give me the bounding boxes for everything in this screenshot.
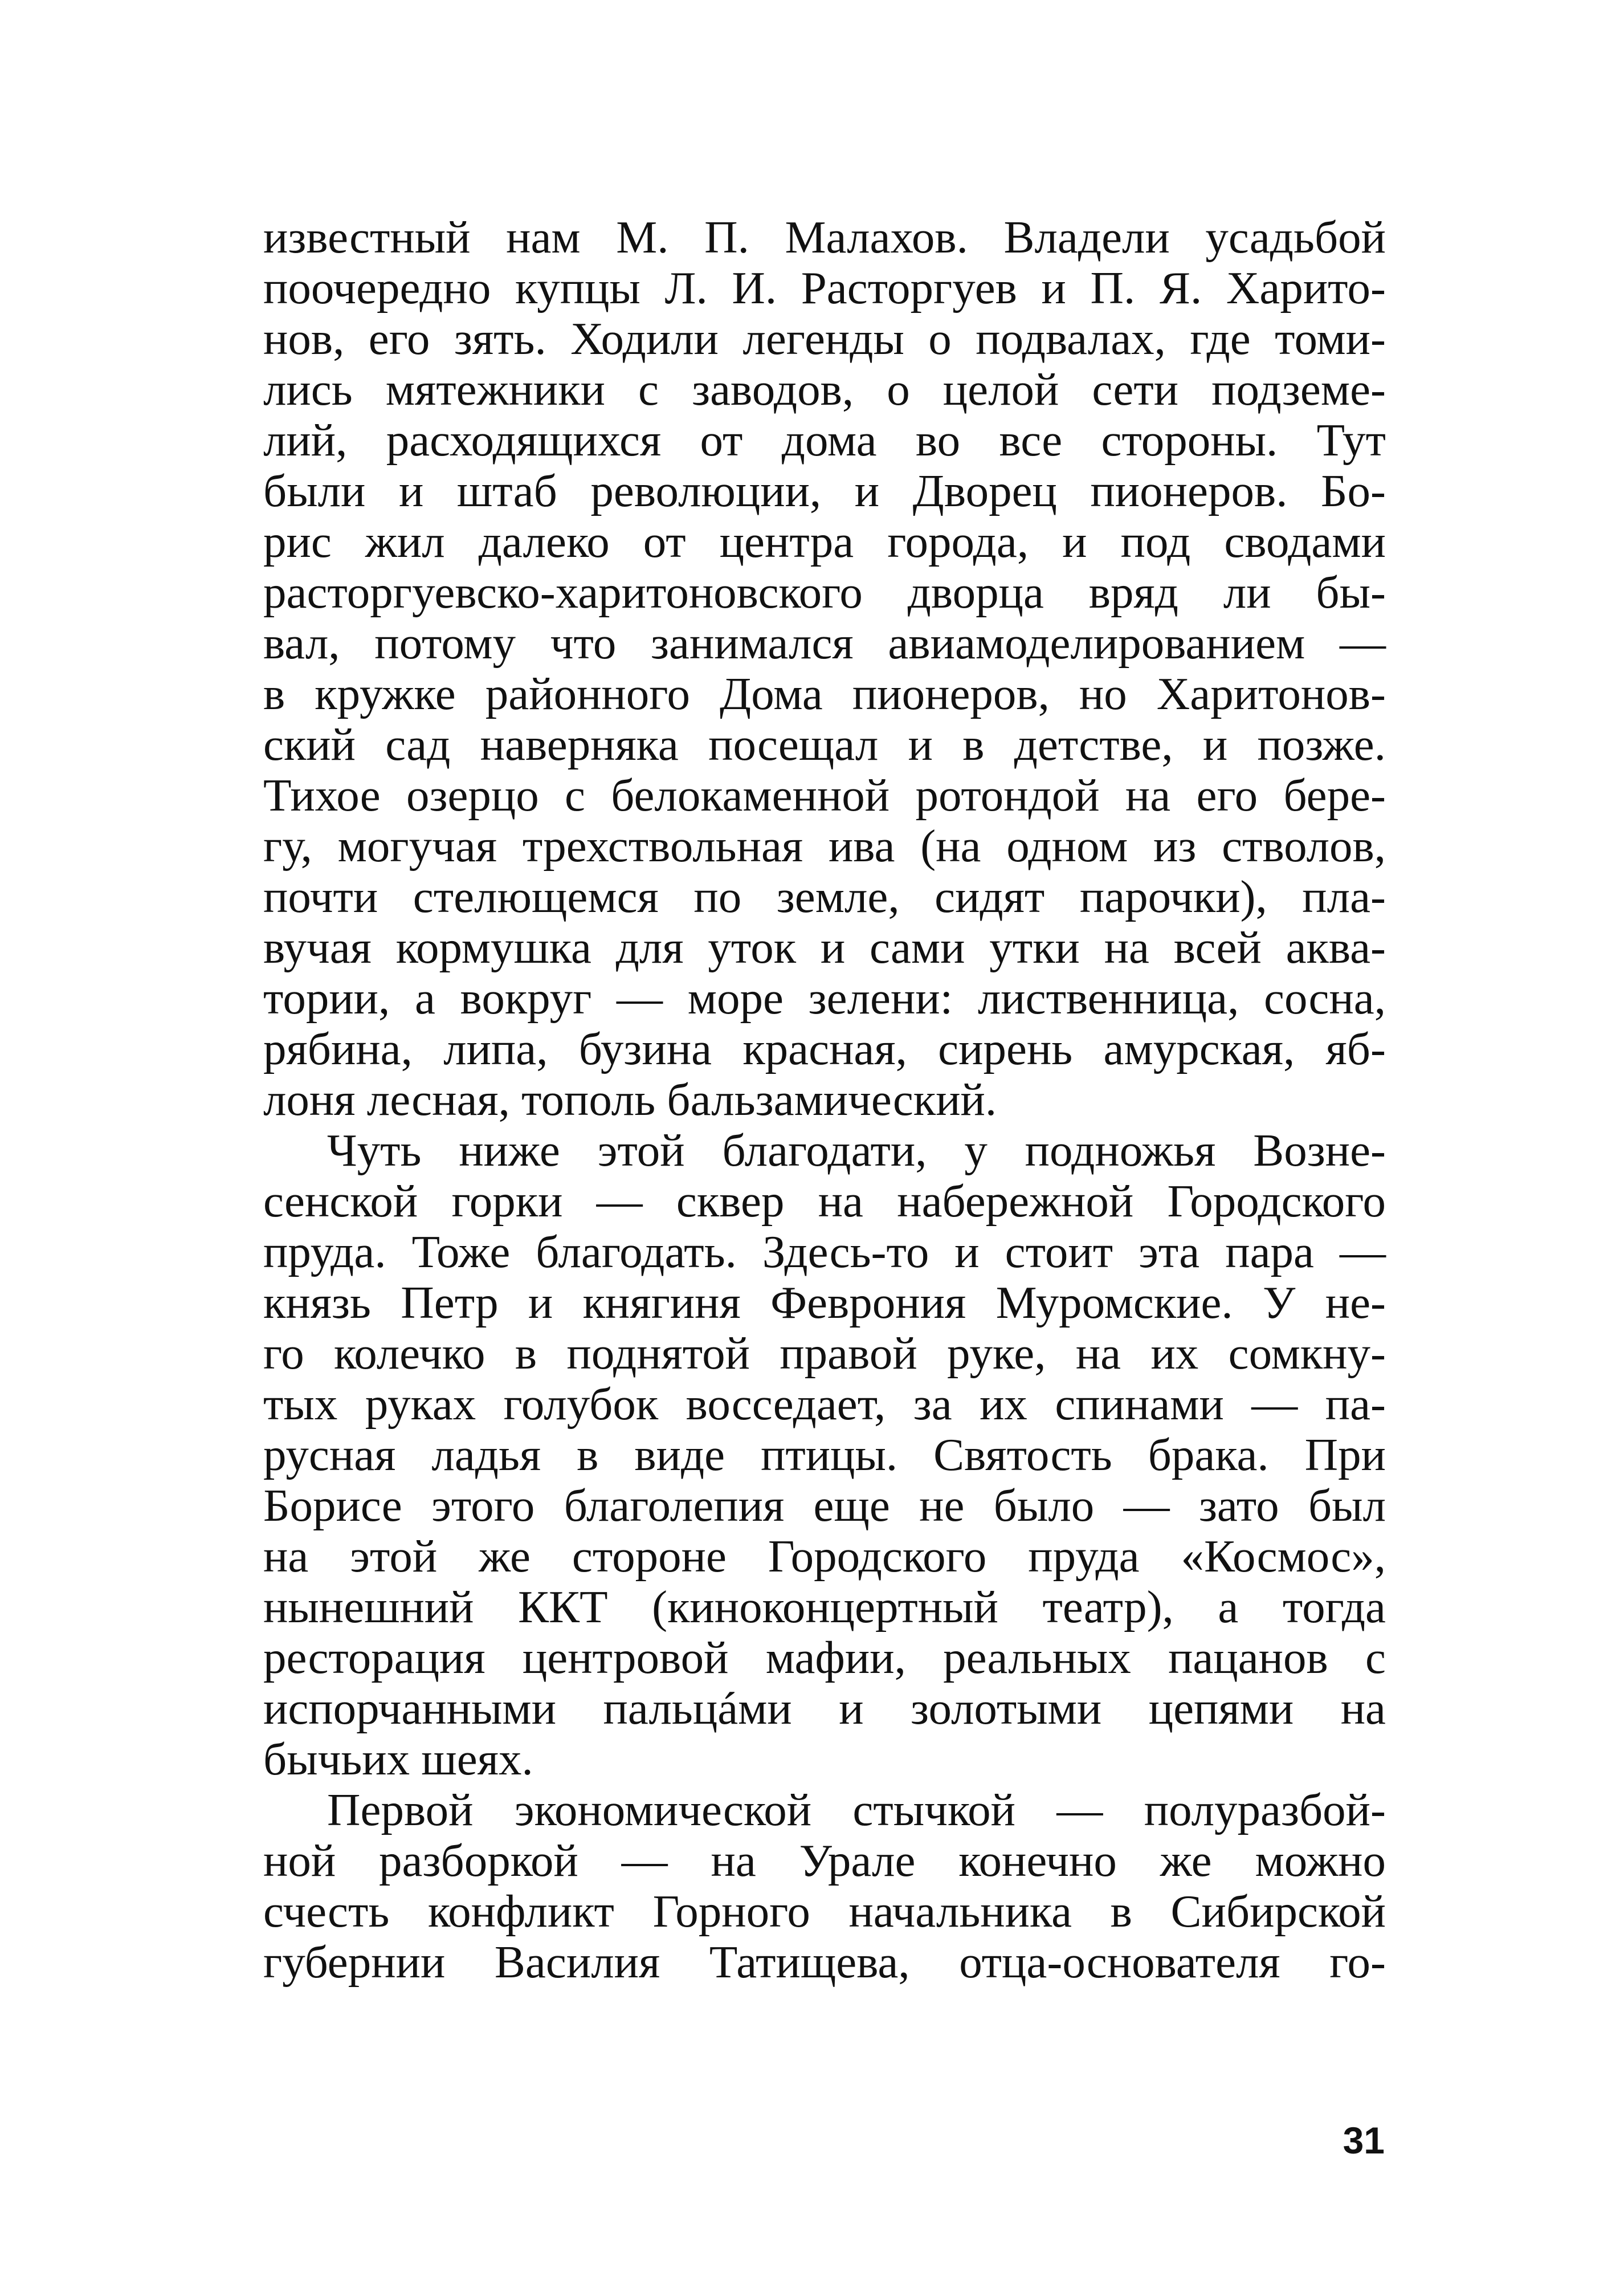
text-line: Борисе этого благолепия еще не было — зато был [263,1480,1386,1531]
page-number: 31 [1343,2119,1385,2161]
text-line: пруда. Тоже благодать. Здесь-то и стоит эта пара — [263,1226,1386,1277]
text-line: лоня лесная, тополь бальзамический. [263,1074,997,1125]
text-line: сенской горки — сквер на набережной Городского [263,1175,1386,1227]
text-line: го колечко в поднятой правой руке, на их сомкну- [263,1328,1386,1379]
text-line: бычьих шеях. [263,1733,533,1785]
text-line: лий, расходящихся от дома во все стороны. Тут [263,414,1386,466]
text-line: счесть конфликт Горного начальника в Сибирской [263,1886,1386,1937]
text-line: были и штаб революции, и Дворец пионеров. Бо- [263,465,1386,516]
text-line: ной разборкой — на Урале конечно же можно [263,1835,1386,1886]
text-line: рис жил далеко от центра города, и под сводами [263,516,1386,567]
text-line: вучая кормушка для уток и сами утки на всей аква- [263,922,1386,973]
text-line: расторгуевско-харитоновского дворца вряд ли бы- [263,567,1386,618]
text-line: в кружке районного Дома пионеров, но Харитонов- [263,668,1386,719]
text-line: ресторация центровой мафии, реальных пацанов с [263,1632,1386,1683]
text-line: князь Петр и княгиня Феврония Муромские. У не- [263,1277,1386,1328]
text-line: нов, его зять. Ходили легенды о подвалах, где томи- [263,313,1386,364]
text-line: поочередно купцы Л. И. Расторгуев и П. Я. Харито- [263,262,1386,314]
text-line: губернии Василия Татищева, отца-основателя го- [263,1936,1386,1988]
text-line: Тихое озерцо с белокаменной ротондой на его бере- [263,769,1386,821]
text-line: вал, потому что занимался авиамоделированием — [263,617,1386,669]
text-line: Чуть ниже этой благодати, у подножья Возне- [327,1125,1386,1176]
text-line: Первой экономической стычкой — полуразбой- [327,1784,1386,1835]
text-line: известный нам М. П. Малахов. Владели усадьбой [263,211,1386,263]
text-line: ский сад наверняка посещал и в детстве, и позже. [263,719,1386,770]
text-line: тории, а вокруг — море зелени: лиственница, сосна, [263,972,1386,1024]
body-text [263,212,1386,1988]
text-line: лись мятежники с заводов, о целой сети подземе- [263,364,1386,415]
text-line: рябина, липа, бузина красная, сирень амурская, яб- [263,1023,1386,1074]
text-line: тых руках голубок восседает, за их спинами — па- [263,1378,1386,1430]
text-line: почти стелющемся по земле, сидят парочки), пла- [263,871,1386,922]
text-line: на этой же стороне Городского пруда «Космос», [263,1530,1386,1582]
text-line: нынешний ККТ (киноконцертный театр), а тогда [263,1581,1386,1632]
text-line: русная ладья в виде птицы. Святость брака. При [263,1429,1386,1480]
text-line: испорчанными пальцáми и золотыми цепями на [263,1683,1386,1734]
text-line: гу, могучая трехствольная ива (на одном из стволов, [263,820,1386,872]
